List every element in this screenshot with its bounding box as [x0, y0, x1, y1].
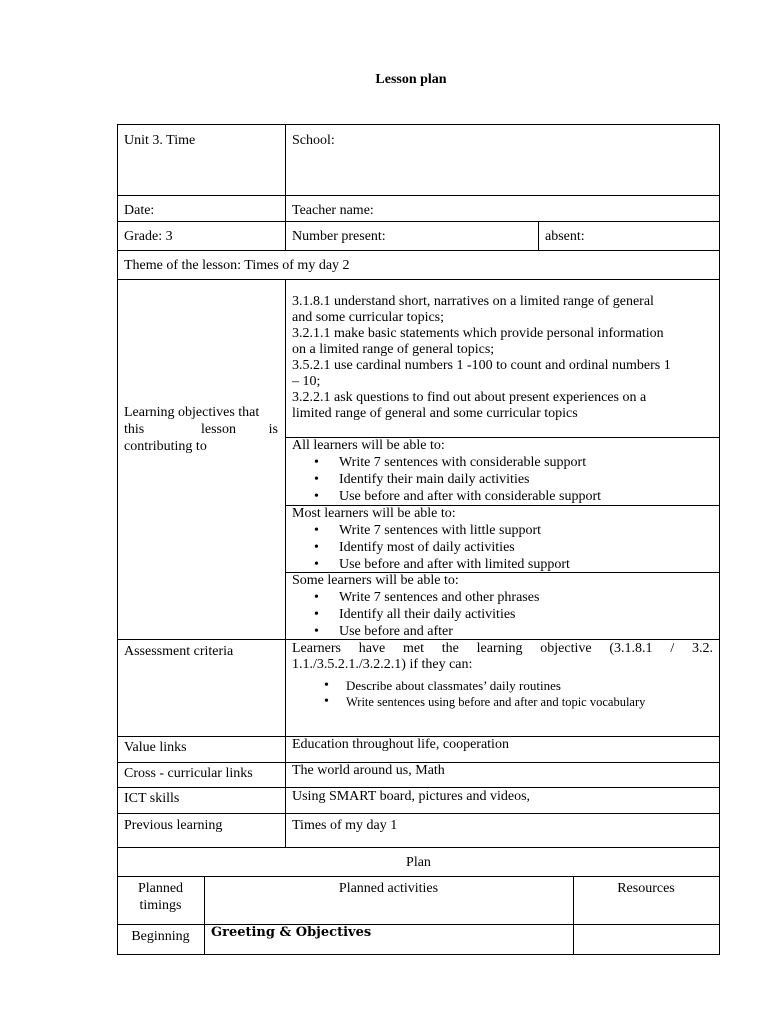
- cross-curricular-value: The world around us, Math: [292, 763, 445, 778]
- teacher-name-field: Teacher name:: [292, 203, 374, 218]
- cross-curricular-label: Cross - curricular links: [124, 766, 253, 781]
- section-heading: All learners will be able to:: [292, 438, 445, 453]
- plan-heading: Plan: [406, 855, 431, 870]
- list-item: • Write 7 sentences and other phrases: [292, 589, 712, 606]
- value-links-value: Education throughout life, cooperation: [292, 737, 509, 752]
- section-heading: Some learners will be able to:: [292, 573, 459, 588]
- school-field: School:: [292, 133, 335, 148]
- list-item: • Describe about classmates’ daily routines: [292, 678, 713, 694]
- assessment-criteria-label: Assessment criteria: [124, 644, 234, 659]
- ict-skills-value: Using SMART board, pictures and videos,: [292, 789, 531, 804]
- absent-field: absent:: [545, 229, 585, 244]
- list-item: • Identify all their daily activities: [292, 606, 712, 623]
- previous-learning-value: Times of my day 1: [292, 818, 398, 833]
- list-item: • Write 7 sentences with little support: [292, 522, 712, 539]
- planned-activities-header: Planned activities: [338, 881, 439, 896]
- ict-skills-label: ICT skills: [124, 791, 180, 806]
- beginning-timing: Beginning: [131, 929, 190, 944]
- planned-timings-header: Planned timings: [137, 881, 184, 913]
- document-title: Lesson plan: [375, 72, 447, 87]
- list-item: • Write 7 sentences with considerable support: [292, 454, 712, 471]
- assessment-criteria: Learners have met the learning objective (3.1.8.1 / 3.2. 1.1./3.5.2.1./3.2.2.1) if they can: • Describe about classmates’ daily routines • Write sentences using before and after and topic vocabulary: [292, 641, 713, 710]
- list-item: • Identify most of daily activities: [292, 539, 712, 556]
- value-links-label: Value links: [124, 740, 187, 755]
- all-learners-section: [292, 438, 712, 505]
- unit-label: Unit 3. Time: [124, 133, 196, 148]
- lesson-theme: Theme of the lesson: Times of my day 2: [124, 258, 350, 273]
- list-item: • Use before and after with considerable support: [292, 488, 712, 505]
- date-field: Date:: [124, 203, 155, 218]
- list-item: • Identify their main daily activities: [292, 471, 712, 488]
- grade-label: Grade: 3: [124, 229, 173, 244]
- list-item: • Use before and after with limited support: [292, 556, 712, 573]
- resources-header: Resources: [617, 881, 675, 896]
- some-learners-section: [292, 573, 712, 640]
- previous-learning-label: Previous learning: [124, 818, 223, 833]
- list-item: • Use before and after: [292, 623, 712, 640]
- most-learners-section: [292, 506, 712, 573]
- greeting-objectives-activity: Greeting & Objectives: [211, 925, 372, 940]
- section-heading: Most learners will be able to:: [292, 506, 456, 521]
- list-item: • Write sentences using before and after and topic vocabulary: [292, 694, 713, 710]
- number-present-field: Number present:: [292, 229, 386, 244]
